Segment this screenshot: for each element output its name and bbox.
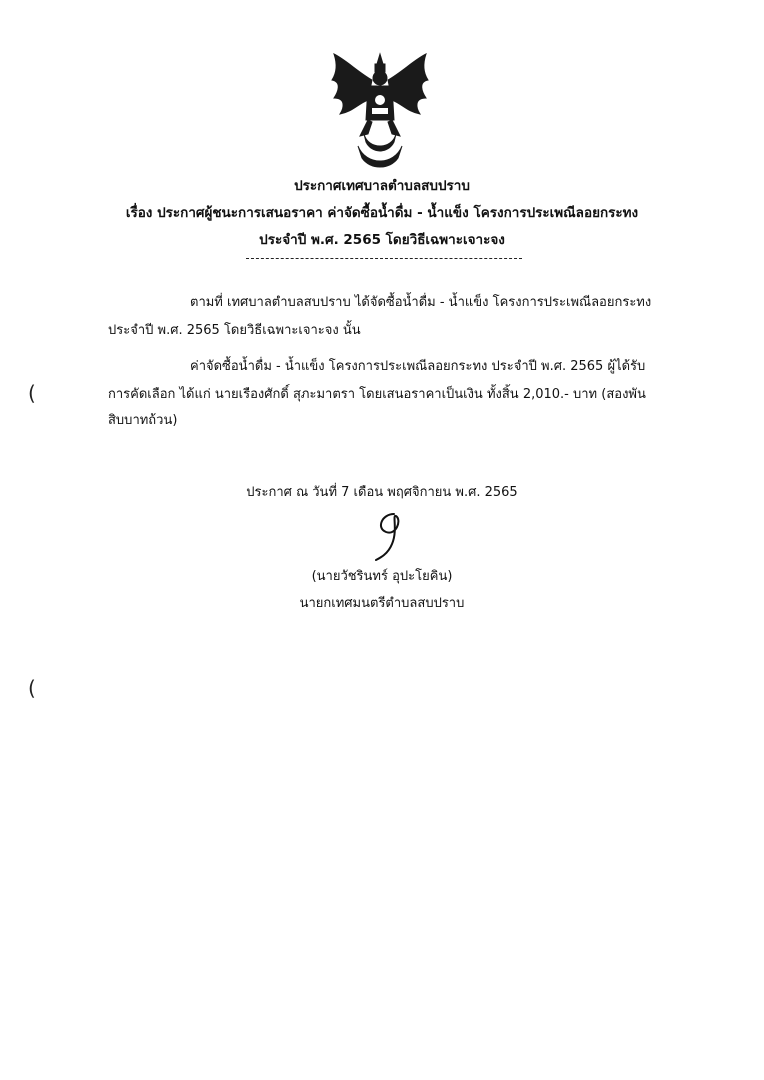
paragraph-1-line-1: ตามที่ เทศบาลตำบลสบปราบ ได้จัดซื้อน้ำดื่ม - น้ำแข็ง โครงการประเพณีลอยกระทง bbox=[190, 295, 652, 310]
paragraph-2-line-2: การคัดเลือก ได้แก่ นายเรืองศักดิ์ สุภะมาตรา โดยเสนอราคาเป็นเงิน ทั้งสิ้น 2,010.- บาท (สองพัน bbox=[108, 387, 646, 402]
garuda-emblem-icon bbox=[328, 50, 432, 172]
binding-mark: ( bbox=[28, 676, 36, 700]
announcement-title: ประกาศเทศบาลตำบลสบปราบ bbox=[294, 178, 470, 194]
announcement-date: ประกาศ ณ วันที่ 7 เดือน พฤศจิกายน พ.ศ. 2565 bbox=[246, 485, 518, 500]
signature-icon bbox=[368, 508, 412, 564]
announcement-subject: เรื่อง ประกาศผู้ชนะการเสนอราคา ค่าจัดซื้อน้ำดื่ม - น้ำแข็ง โครงการประเพณีลอยกระทง bbox=[125, 205, 639, 221]
paragraph-2-line-3: สิบบาทถ้วน) bbox=[108, 413, 178, 428]
paragraph-1-line-2: ประจำปี พ.ศ. 2565 โดยวิธีเฉพาะเจาะจง นั้น bbox=[108, 323, 361, 338]
paragraph-2-line-1: ค่าจัดซื้อน้ำดื่ม - น้ำแข็ง โครงการประเพณีลอยกระทง ประจำปี พ.ศ. 2565 ผู้ได้รับ bbox=[190, 359, 646, 374]
title-divider bbox=[246, 258, 522, 259]
announcement-subject-year: ประจำปี พ.ศ. 2565 โดยวิธีเฉพาะเจาะจง bbox=[259, 232, 505, 248]
binding-mark: ( bbox=[28, 381, 36, 405]
signer-position: นายกเทศมนตรีตำบลสบปราบ bbox=[299, 596, 465, 611]
signer-name: (นายวัชรินทร์ อุปะโยคิน) bbox=[311, 569, 453, 584]
